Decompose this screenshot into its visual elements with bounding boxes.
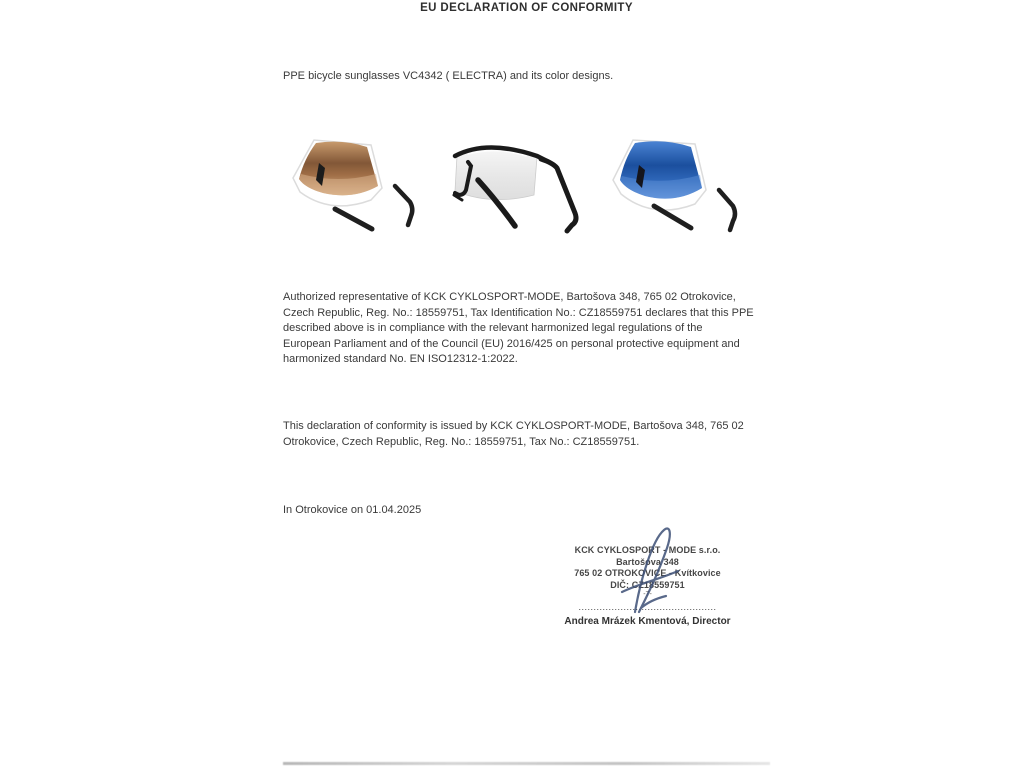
stamp-city: 765 02 OTROKOVICE - Kvítkovice (574, 568, 721, 578)
temple-arm-left (335, 209, 372, 229)
document-title: EU DECLARATION OF CONFORMITY (420, 2, 633, 14)
stamp-number: -7- (643, 591, 652, 598)
paragraph-line: described above is in compliance with the relevant harmonized legal regulations of the (283, 322, 703, 334)
stamp-tax-id: DIČ: CZ18559751 (610, 579, 685, 590)
paragraph-line: European Parliament and of the Council (EU) 2016/425 on personal protective equipment and (283, 337, 740, 350)
issuer-paragraph (283, 419, 780, 450)
place-date-line: In Otrokovice on 01.04.2025 (283, 504, 422, 516)
paragraph-line: harmonized standard No. EN ISO12312-1:2022. (283, 353, 518, 365)
sunglasses-blue-image (603, 128, 763, 248)
paragraph-line: Otrokovice, Czech Republic, Reg. No.: 18559751, Tax No.: CZ18559751. (283, 435, 640, 448)
company-stamp (560, 545, 735, 612)
temple-arm-right (719, 190, 735, 230)
sunglasses-copper-image (283, 130, 433, 242)
temple-arm-right (395, 186, 412, 225)
temple-arm-right (541, 159, 576, 231)
signature-dotted-line: .............................................. (578, 602, 717, 612)
paragraph-line: Czech Republic, Reg. No.: 18559751, Tax Identification No.: CZ18559751 declares that this PPE (283, 306, 754, 319)
product-description-line: PPE bicycle sunglasses VC4342 ( ELECTRA) and its color designs. (283, 70, 614, 82)
sunglasses-clear-image (437, 133, 589, 241)
stamp-company-name: KCK CYKLOSPORT - MODE s.r.o. (574, 545, 721, 555)
paragraph-line: Authorized representative of KCK CYKLOSPORT-MODE, Bartošova 348, 765 02 Otrokovice, (283, 291, 736, 303)
signatory-name: Andrea Mrázek Kmentová, Director (564, 616, 731, 627)
page-edge-shadow (283, 762, 770, 765)
paragraph-line: This declaration of conformity is issued by KCK CYKLOSPORT-MODE, Bartošova 348, 765 02 (283, 420, 744, 432)
declaration-paragraph (283, 290, 780, 368)
stamp-street: Bartošova 348 (616, 556, 679, 567)
